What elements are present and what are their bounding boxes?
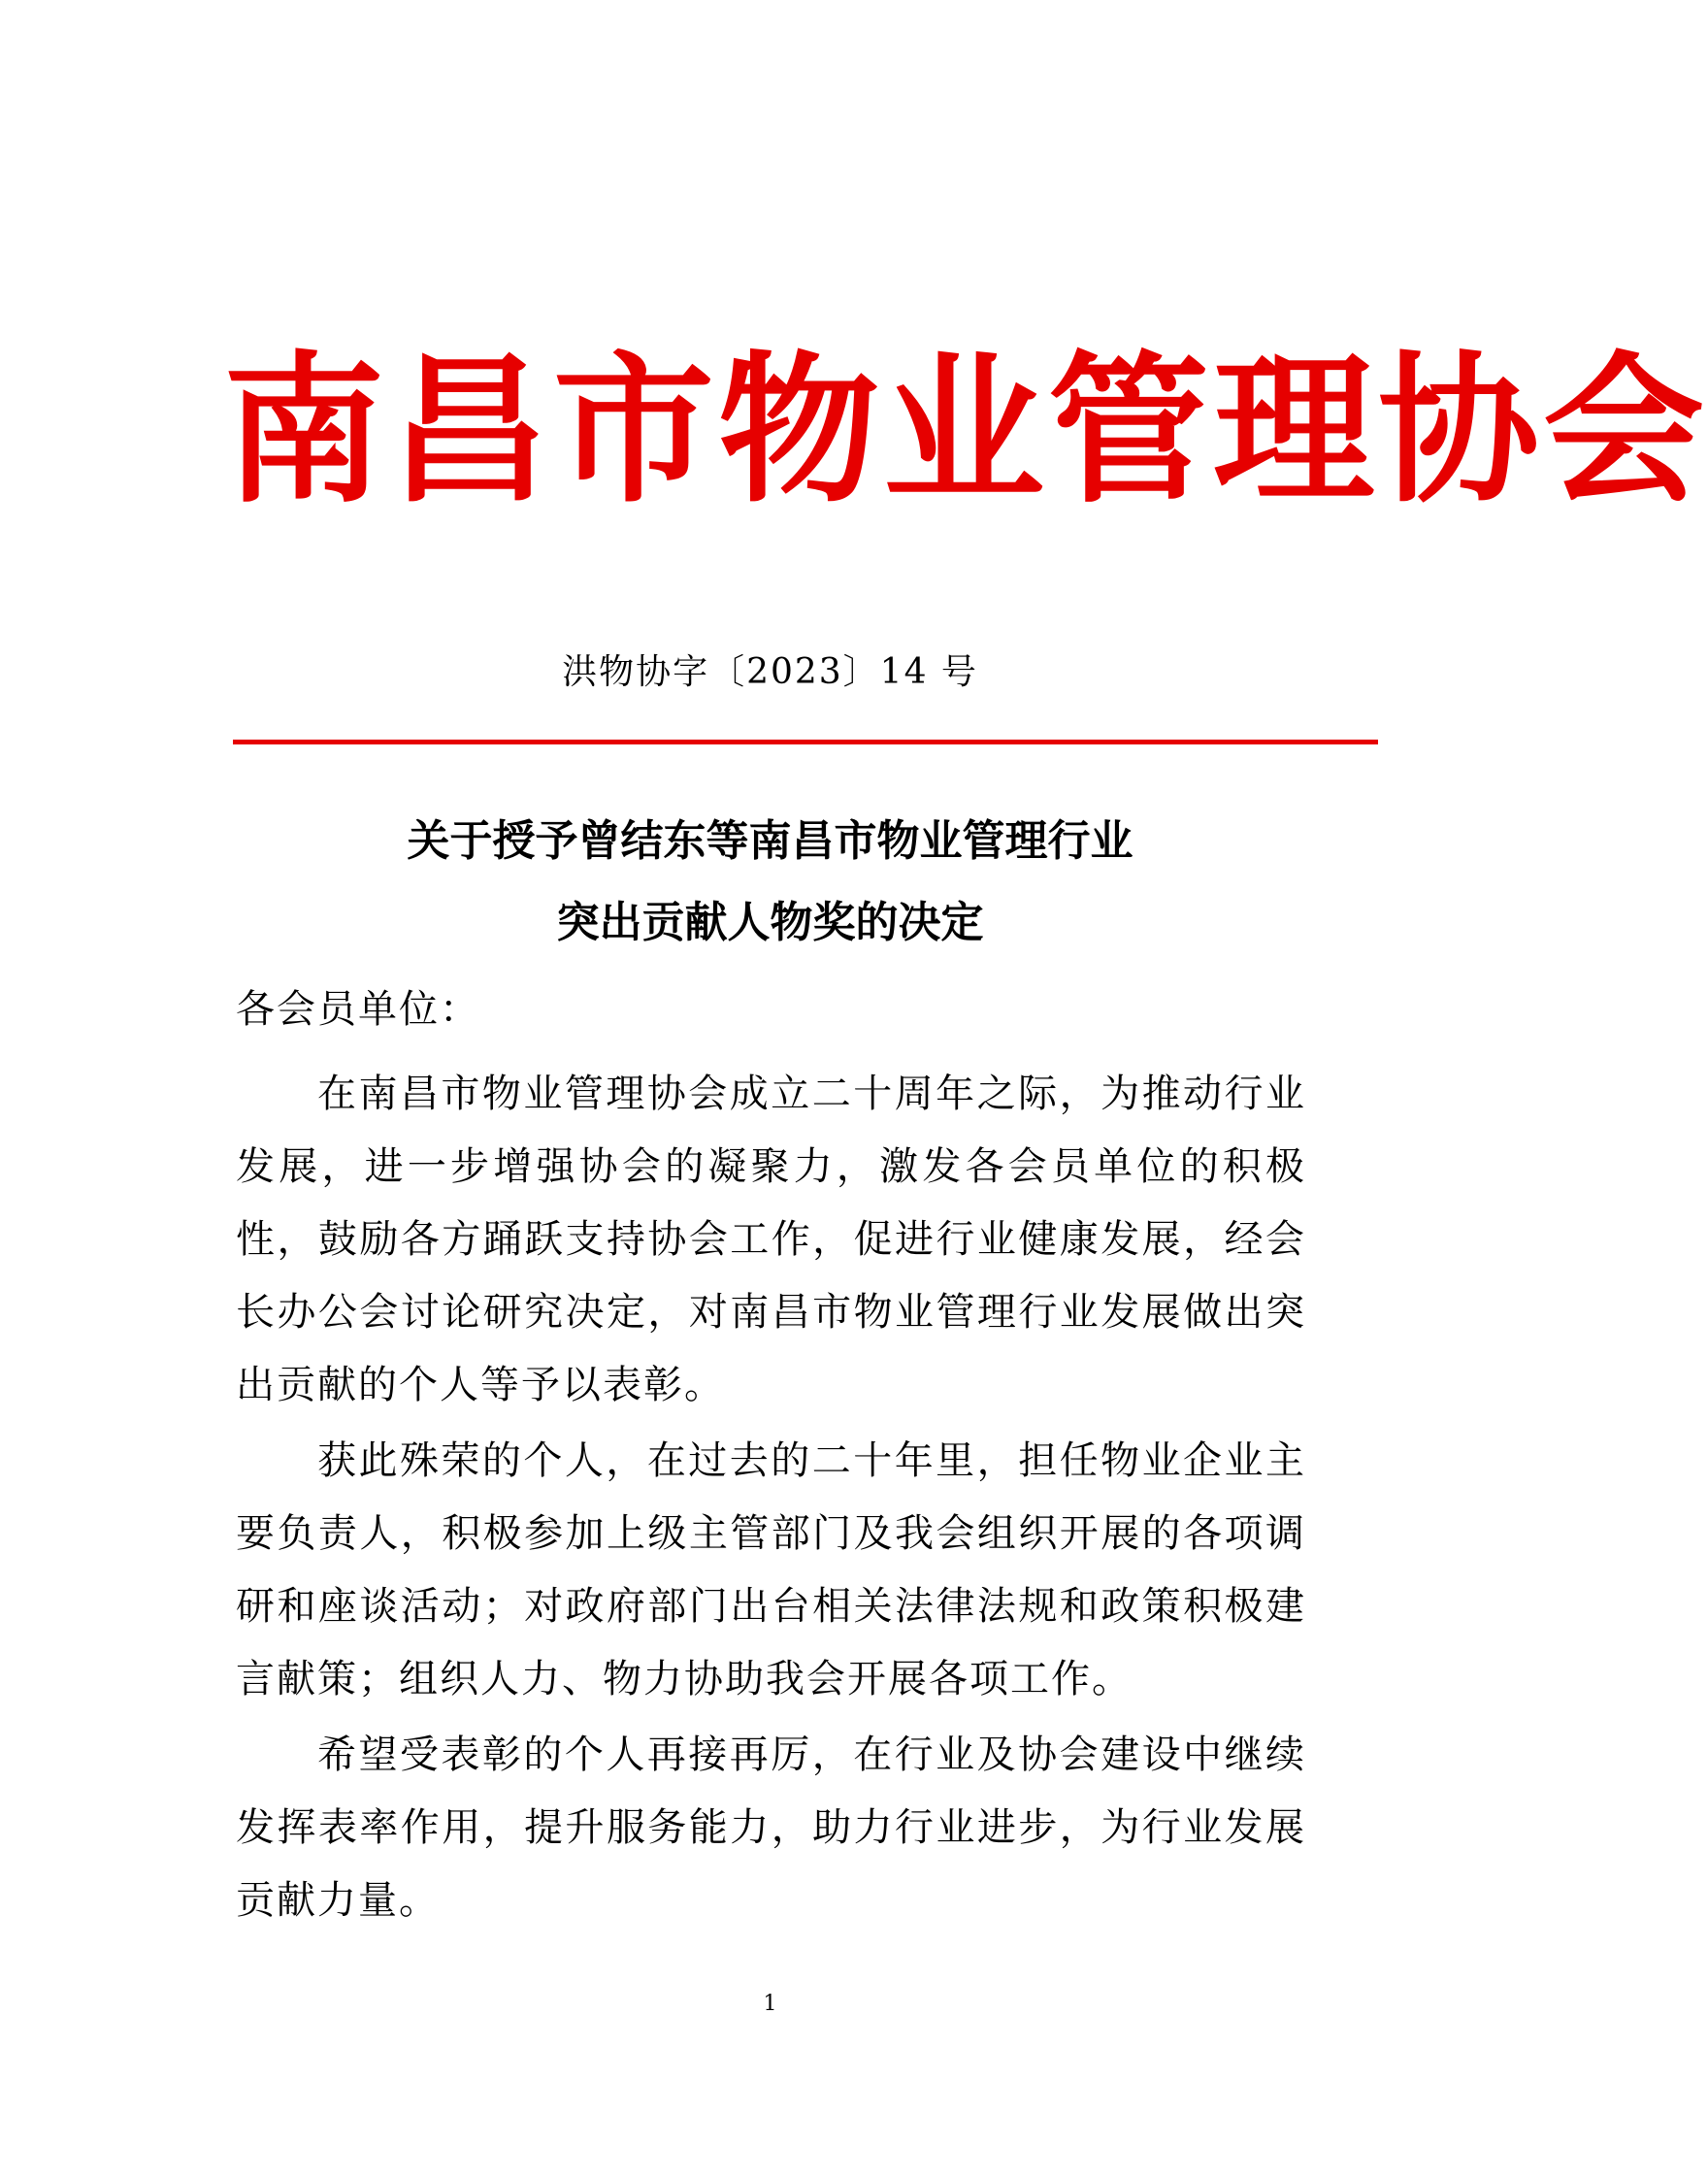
page-number: 1	[763, 1992, 777, 2016]
heading-line-1: 关于授予曾结东等南昌市物业管理行业	[407, 816, 1133, 866]
body-paragraph-1: 在南昌市物业管理协会成立二十周年之际，为推动行业发展，进一步增强协会的凝聚力，激发各会员单位的积极性，鼓励各方踊跃支持协会工作，促进行业健康发展，经会长办公会讨论研究决定，对南昌市物业管理行业发展做出突出贡献的个人等予以表彰。	[236, 1072, 1306, 1407]
document-number: 洪物协字〔2023〕14 号	[562, 652, 978, 692]
heading-line-2: 突出贡献人物奖的决定	[556, 898, 984, 947]
body-paragraph-2: 获此殊荣的个人，在过去的二十年里，担任物业企业主要负责人，积极参加上级主管部门及我会组织开展的各项调研和座谈活动；对政府部门出台相关法律法规和政策积极建言献策；组织人力、物力协助我会开展各项工作。	[236, 1438, 1306, 1701]
document-body	[236, 1058, 1306, 1940]
org-title: 南昌市物业管理协会	[223, 338, 1708, 525]
body-paragraph-3: 希望受表彰的个人再接再厉，在行业及协会建设中继续发挥表率作用，提升服务能力，助力行业进步，为行业发展贡献力量。	[236, 1733, 1306, 1923]
document-heading	[0, 801, 1540, 964]
salutation: 各会员单位：	[236, 987, 480, 1032]
red-divider-line	[233, 740, 1378, 744]
